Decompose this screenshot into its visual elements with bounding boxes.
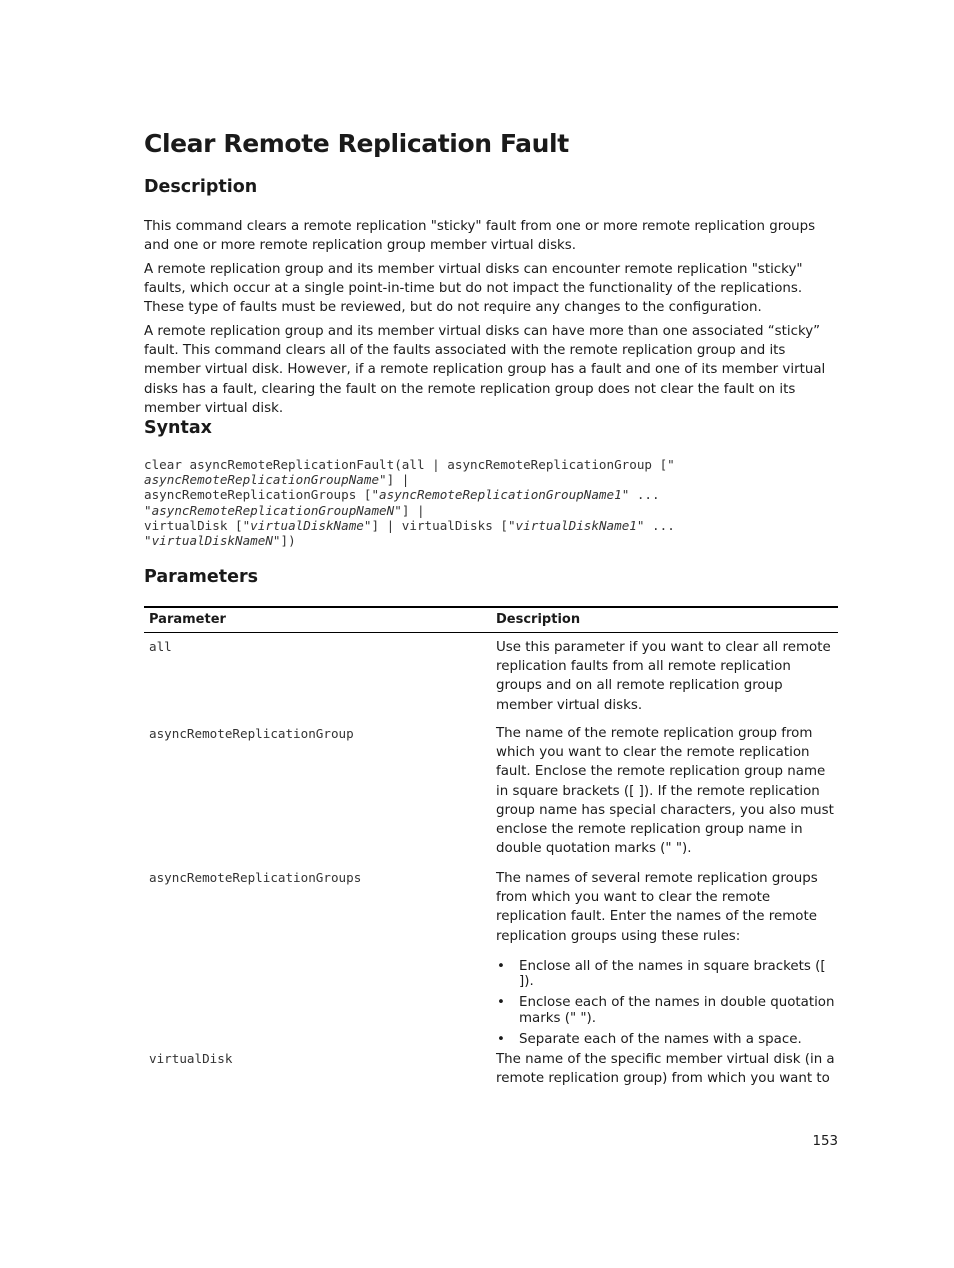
- syntax-placeholder: asyncRemoteReplicationGroupName1: [379, 487, 622, 503]
- parameter-rules-list: [496, 959, 841, 1053]
- table-top-rule: [144, 606, 838, 608]
- list-item: • Separate each of the names with a space.: [496, 1032, 841, 1047]
- parameter-description: The name of the specific member virtual disk (in a remote replication group) from which you want to: [496, 1052, 835, 1087]
- syntax-heading: Syntax: [144, 418, 212, 438]
- list-item: • Enclose each of the names in double quotation marks (" ").: [496, 995, 841, 1026]
- syntax-code-block: [144, 457, 675, 548]
- parameters-heading: Parameters: [144, 567, 258, 587]
- parameter-description: The name of the remote replication group from which you want to clear the remote replication fault. Enclose the remote replication group name in square brackets ([ ]). If the remote replication group name has special characters, you also must enclose the remote replication group name in double quotation marks (" ").: [496, 726, 834, 857]
- syntax-placeholder: virtualDiskName1: [515, 517, 637, 533]
- parameter-name: all: [149, 639, 172, 654]
- syntax-text: "] | asyncRemoteReplicationGroups [": [144, 472, 410, 503]
- syntax-text: "] | virtualDisks [": [363, 517, 516, 533]
- syntax-text: " ... ": [144, 487, 660, 518]
- parameter-name: virtualDisk: [149, 1051, 233, 1066]
- list-item: • Enclose all of the names in square brackets ([ ]).: [496, 959, 841, 990]
- description-paragraph: This command clears a remote replication "sticky" fault from one or more remote replication groups and one or more remote replication group member virtual disks.: [144, 219, 816, 254]
- page-number: 153: [812, 1134, 838, 1149]
- parameter-name: asyncRemoteReplicationGroups: [149, 870, 362, 885]
- syntax-text: "] | virtualDisk [": [144, 502, 425, 533]
- table-header-rule: [144, 632, 838, 633]
- syntax-placeholder: asyncRemoteReplicationGroupNameN: [151, 502, 395, 518]
- syntax-text: clear asyncRemoteReplicationFault(all | asyncRemoteReplicationGroup [": [144, 457, 675, 472]
- description-heading: Description: [144, 177, 258, 197]
- description-paragraph: A remote replication group and its member virtual disks can have more than one associated “sticky” fault. This command clears all of the faults associated with the remote replication group and its member virtual disk. However, if a remote replication group has a fault and one of its member virtual disks has a fault, clearing the fault on the remote replication group does not clear the fault on its member virtual disk.: [144, 324, 826, 416]
- parameter-description: Use this parameter if you want to clear all remote replication faults from all remote replication groups and on all remote replication group member virtual disks.: [496, 640, 831, 713]
- column-header-parameter: Parameter: [149, 612, 226, 627]
- column-header-description: Description: [496, 612, 581, 627]
- syntax-placeholder: asyncRemoteReplicationGroupName: [144, 472, 380, 488]
- syntax-placeholder: virtualDiskNameN: [151, 533, 273, 549]
- parameter-description: The names of several remote replication groups from which you want to clear the remote replication fault. Enter the names of the remote replication groups using these rules:: [496, 871, 818, 944]
- syntax-placeholder: virtualDiskName: [250, 517, 364, 533]
- parameter-name: asyncRemoteReplicationGroup: [149, 726, 354, 741]
- syntax-text: " ... ": [144, 517, 675, 549]
- description-paragraph: A remote replication group and its member virtual disks can encounter remote replication "sticky" faults, which occur at a single point-in-time but do not impact the functionality of the replications. These type of faults must be reviewed, but do not require any changes to the configuration.: [144, 262, 803, 316]
- page-title: Clear Remote Replication Fault: [144, 129, 569, 158]
- syntax-text: "]): [272, 533, 296, 549]
